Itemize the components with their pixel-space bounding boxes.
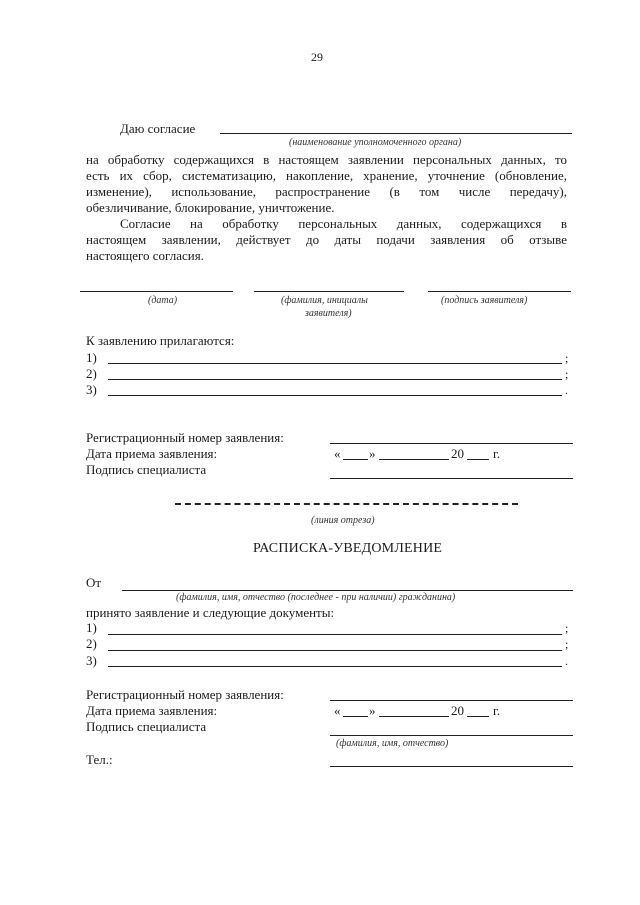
receipt-reception-date-label: Дата приема заявления: (86, 703, 218, 718)
receipt-item-1-field[interactable] (108, 634, 562, 635)
from-caption: (фамилия, имя, отчество (последнее - при наличии) гражданина) (176, 592, 456, 603)
consent-para1-line3: изменение), использование, распространение (в том числе передачу), (86, 184, 567, 199)
consent-para2-line1: Согласие на обработку персональных данных, содержащихся в (120, 216, 567, 231)
receipt-year-suffix: г. (493, 703, 501, 718)
receipt-item-1-end: ; (565, 621, 569, 635)
name-caption: (фамилия, инициалы (281, 295, 368, 306)
receipt-item-1-label: 1) (86, 620, 97, 635)
page-number: 29 (311, 50, 323, 64)
specialist-name-caption: (фамилия, имя, отчество) (336, 738, 449, 749)
attachment-item-3-end: . (565, 383, 568, 397)
receipt-item-3-label: 3) (86, 653, 97, 668)
receipt-date-open-quote: « (334, 703, 341, 718)
attachment-item-2-label: 2) (86, 366, 97, 381)
receipt-day-field[interactable] (343, 716, 368, 717)
date-open-quote: « (334, 446, 341, 461)
year-field[interactable] (467, 459, 489, 460)
date-close-quote: » (369, 446, 376, 461)
receipt-date-close-quote: » (369, 703, 376, 718)
receipt-year-field[interactable] (467, 716, 489, 717)
day-field[interactable] (343, 459, 368, 460)
consent-lead: Даю согласие (120, 121, 196, 136)
year-suffix: г. (493, 446, 501, 461)
month-field[interactable] (379, 459, 449, 460)
name-caption-2: заявителя) (305, 308, 352, 319)
date-line[interactable] (80, 291, 233, 292)
receipt-specialist-field[interactable] (330, 735, 573, 736)
attachment-item-3-label: 3) (86, 382, 97, 397)
attachment-item-1-label: 1) (86, 350, 97, 365)
attachment-item-2-field[interactable] (108, 379, 562, 380)
consent-para2-line3: настоящего согласия. (86, 248, 204, 263)
cut-line-caption: (линия отреза) (311, 515, 375, 526)
specialist-signature-field[interactable] (330, 478, 573, 479)
reg-number-label: Регистрационный номер заявления: (86, 430, 284, 445)
receipt-reg-number-field[interactable] (330, 700, 573, 701)
receipt-reg-number-label: Регистрационный номер заявления: (86, 687, 284, 702)
receipt-title: РАСПИСКА-УВЕДОМЛЕНИЕ (253, 541, 443, 556)
receipt-item-3-field[interactable] (108, 666, 562, 667)
receipt-specialist-signature-label: Подпись специалиста (86, 719, 207, 734)
receipt-item-2-field[interactable] (108, 650, 562, 651)
receipt-item-2-label: 2) (86, 636, 97, 651)
date-caption: (дата) (148, 295, 178, 306)
receipt-month-field[interactable] (379, 716, 449, 717)
consent-para2-line2: настоящем заявлении, действует до даты подачи заявления об отзыве (86, 232, 567, 247)
phone-field[interactable] (330, 766, 573, 767)
attachments-heading: К заявлению прилагаются: (86, 333, 235, 348)
from-label: От (86, 575, 102, 590)
from-field[interactable] (122, 590, 573, 591)
year-prefix: 20 (451, 446, 464, 461)
phone-label: Тел.: (86, 752, 113, 767)
attachment-item-2-end: ; (565, 367, 569, 381)
reg-number-field[interactable] (330, 443, 573, 444)
consent-para1-line4: обезличивание, блокирование, уничтожение. (86, 200, 335, 215)
name-line[interactable] (254, 291, 404, 292)
attachment-item-3-field[interactable] (108, 395, 562, 396)
consent-para1-line1: на обработку содержащихся в настоящем заявлении персональных данных, то (86, 152, 567, 167)
authority-caption: (наименование уполномоченного органа) (289, 137, 462, 148)
cut-line (175, 503, 518, 505)
signature-line[interactable] (428, 291, 571, 292)
attachment-item-1-end: ; (565, 351, 569, 365)
specialist-signature-label: Подпись специалиста (86, 462, 207, 477)
accepted-text: принято заявление и следующие документы: (86, 605, 335, 620)
receipt-year-prefix: 20 (451, 703, 464, 718)
consent-para1-line2: есть их сбор, систематизацию, накопление, хранение, уточнение (обновление, (86, 168, 567, 183)
receipt-item-2-end: ; (565, 637, 569, 651)
attachment-item-1-field[interactable] (108, 363, 562, 364)
signature-caption: (подпись заявителя) (441, 295, 528, 306)
receipt-item-3-end: . (565, 654, 568, 668)
reception-date-label: Дата приема заявления: (86, 446, 218, 461)
authority-line[interactable] (220, 133, 572, 134)
